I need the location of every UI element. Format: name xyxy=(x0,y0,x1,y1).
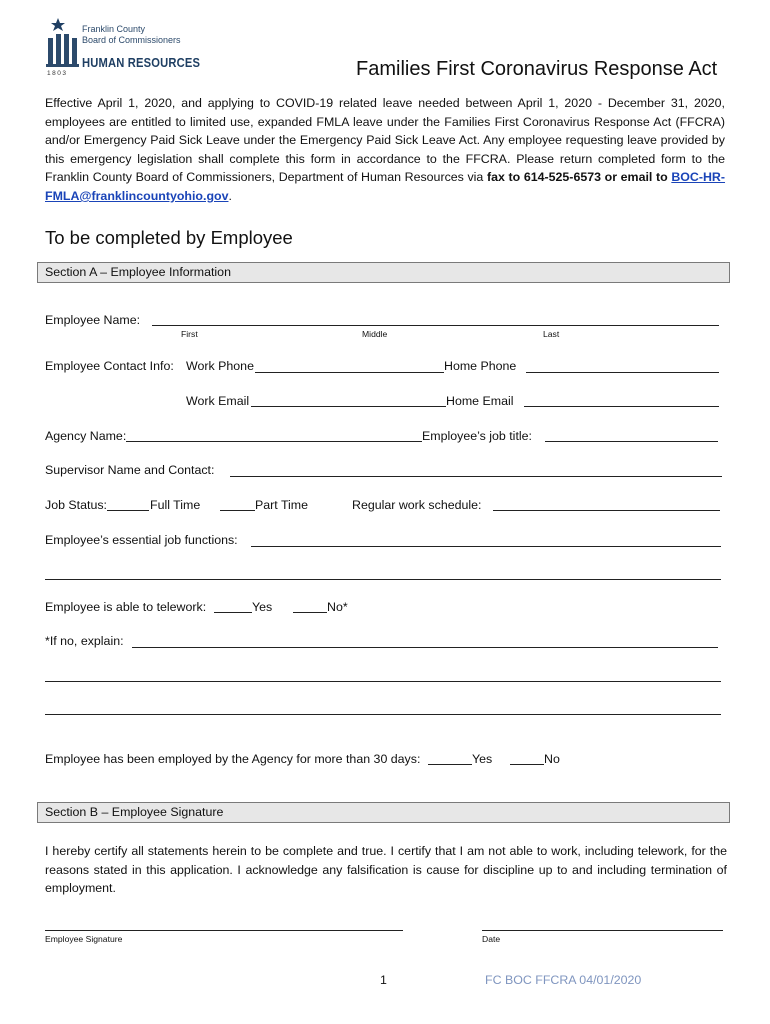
intro-paragraph xyxy=(45,94,725,206)
home-phone-label: Home Phone xyxy=(444,359,517,373)
essential-functions-field-line-2[interactable] xyxy=(45,579,721,580)
part-time-checkline[interactable] xyxy=(220,510,255,511)
work-schedule-label: Regular work schedule: xyxy=(352,498,482,512)
employee-name-field[interactable] xyxy=(152,325,719,326)
section-a-title: Section A – Employee Information xyxy=(45,265,231,279)
essential-functions-field[interactable] xyxy=(251,546,721,547)
intro-text: Effective April 1, 2020, and applying to COVID-19 related leave needed between April 1, 2020 - December 31, 2020, employees are entitled to limited use, expanded FMLA leave under the Families First Coronavirus Response Act (FFCRA) and/or Emergency Paid Sick Leave under the Emergency Paid Sick Leave Act. Any employee requesting leave provided by this emergency legislation shall complete this form in accordance to the FFCRA. Please return completed form to the Franklin County Board of Commissioners, Department of Human Resources via xyxy=(45,96,725,185)
work-email-label: Work Email xyxy=(186,394,250,408)
employed-yes-checkline[interactable] xyxy=(428,764,472,765)
job-title-field[interactable] xyxy=(545,441,718,442)
logo-line-hr: HUMAN RESOURCES xyxy=(82,55,201,70)
telework-no-checkline[interactable] xyxy=(293,612,327,613)
employee-signature-caption: Employee Signature xyxy=(45,934,123,944)
employed-no-checkline[interactable] xyxy=(510,764,544,765)
date-caption: Date xyxy=(482,934,501,944)
first-name-caption: First xyxy=(181,329,198,339)
job-status-label: Job Status: xyxy=(45,498,107,512)
part-time-label: Part Time xyxy=(255,498,309,512)
section-b-title: Section B – Employee Signature xyxy=(45,805,224,819)
contact-info-label: Employee Contact Info: xyxy=(45,359,174,373)
home-email-field[interactable] xyxy=(524,406,719,407)
explain-field[interactable] xyxy=(132,647,718,648)
explain-field-line-3[interactable] xyxy=(45,714,721,715)
franklin-county-hr-logo xyxy=(44,18,204,80)
logo-line-board: Board of Commissioners xyxy=(82,35,181,45)
telework-label: Employee is able to telework: xyxy=(45,600,207,614)
telework-yes-checkline[interactable] xyxy=(214,612,252,613)
supervisor-field[interactable] xyxy=(230,476,722,477)
page-number: 1 xyxy=(380,973,387,987)
logo-line-county: Franklin County xyxy=(82,24,146,34)
intro-end: . xyxy=(228,188,232,203)
telework-yes-label: Yes xyxy=(252,600,273,614)
hr-email-link[interactable]: BOC-HR-FMLA@franklincountyohio.gov xyxy=(45,170,726,203)
date-field[interactable] xyxy=(482,930,723,931)
certification-paragraph: I hereby certify all statements herein to be complete and true. I certify that I am not able to work, including telework, for the reasons stated in this application. I acknowledge any falsification is cause for discipline up to and including termination of employment. xyxy=(45,844,727,896)
employee-signature-field[interactable] xyxy=(45,930,403,931)
agency-name-label: Agency Name: xyxy=(45,429,127,443)
logo-year: 1803 xyxy=(47,70,68,77)
employee-section-heading: To be completed by Employee xyxy=(45,227,293,248)
middle-name-caption: Middle xyxy=(362,329,388,339)
essential-functions-label: Employee’s essential job functions: xyxy=(45,533,238,547)
explain-label: *If no, explain: xyxy=(45,634,124,648)
work-email-field[interactable] xyxy=(251,406,446,407)
employee-name-label: Employee Name: xyxy=(45,313,141,327)
full-time-label: Full Time xyxy=(150,498,201,512)
section-b-header xyxy=(37,802,730,823)
courthouse-icon xyxy=(44,18,80,70)
home-phone-field[interactable] xyxy=(526,372,719,373)
full-time-checkline[interactable] xyxy=(107,510,149,511)
employed-30-days-label: Employee has been employed by the Agency for more than 30 days: xyxy=(45,752,421,766)
agency-name-field[interactable] xyxy=(126,441,422,442)
explain-field-line-2[interactable] xyxy=(45,681,721,682)
page-title: Families First Coronavirus Response Act xyxy=(356,58,718,80)
work-schedule-field[interactable] xyxy=(493,510,720,511)
section-a-header xyxy=(37,262,730,283)
work-phone-label: Work Phone xyxy=(186,359,254,373)
home-email-label: Home Email xyxy=(446,394,514,408)
last-name-caption: Last xyxy=(543,329,560,339)
work-phone-field[interactable] xyxy=(255,372,444,373)
job-title-label: Employee’s job title: xyxy=(422,429,532,443)
intro-fax-text: fax to 614-525-6573 or email to xyxy=(486,170,668,185)
form-code: FC BOC FFCRA 04/01/2020 xyxy=(485,973,642,987)
employed-yes-label: Yes xyxy=(472,752,493,766)
telework-no-label: No* xyxy=(327,600,348,614)
employed-no-label: No xyxy=(544,752,560,766)
supervisor-label: Supervisor Name and Contact: xyxy=(45,463,215,477)
